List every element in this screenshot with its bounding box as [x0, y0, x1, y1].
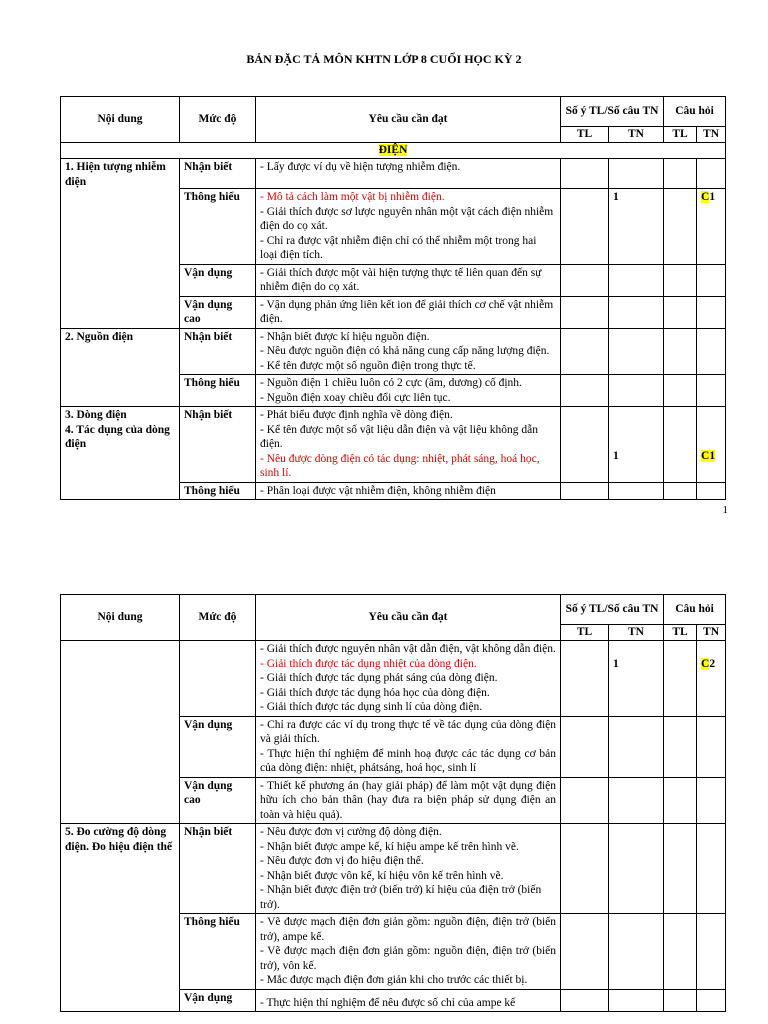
requirement-item: - Mắc được mạch điện đơn giản khi cho trước các thiết bị. — [260, 974, 528, 986]
header-cau-hoi: Câu hỏi — [664, 595, 726, 625]
requirement-item: - Giải thích được một vài hiện tượng thực tế liên quan đến sự nhiễm điện do cọ xát. — [260, 266, 542, 293]
header-tn: TN — [609, 625, 664, 641]
requirement-cell — [256, 189, 561, 265]
requirement-item: - Lấy được ví dụ về hiện tượng nhiễm điện. — [260, 161, 461, 173]
header-noi-dung: Nội dung — [61, 97, 180, 143]
level-nhan-biet: Nhận biết — [180, 159, 256, 189]
requirement-item: - Kể tên được một số vật liệu dẫn điện và vật liệu không dẫn điện. — [260, 423, 539, 450]
requirement-item: - Chỉ ra được vật nhiễm điện chỉ có thể nhiễm một trong hai loại điện tích. — [260, 234, 537, 261]
header-tl-2: TL — [664, 127, 697, 143]
requirement-item: - Nhận biết được vôn kế, kí hiệu vôn kế trên hình vẽ. — [260, 869, 504, 882]
requirement-item: - Thực hiện thí nghiệm để minh hoạ được các tác dụng cơ bản của dòng điện: nhiệt, phátsáng, hoá học, sinh lí — [260, 747, 556, 774]
header-yeu-cau: Yêu cầu cần đạt — [256, 595, 561, 641]
requirement-cell — [256, 296, 561, 328]
question-ref — [697, 641, 726, 717]
header-tn-2: TN — [697, 625, 726, 641]
requirement-item: - Thiết kế phương án (hay giải pháp) để làm một vật dụng điện hữu ích cho bản thân (hay đưa ra biện pháp sử dụng điện an toàn và hiệu quả). — [260, 779, 556, 821]
header-muc-do: Mức độ — [180, 595, 256, 641]
requirement-item: - Nguồn điện 1 chiều luôn có 2 cực (âm, dương) cố định. — [260, 377, 522, 389]
level-van-dung-cao: Vận dụng cao — [180, 296, 256, 328]
section-dien-label: ĐIỆN — [378, 144, 408, 156]
topic-do-cuong-do: 5. Đo cường độ dòng điện. Đo hiệu điện thế — [61, 824, 180, 1012]
level-nhan-biet: Nhận biết — [180, 328, 256, 375]
requirement-item: - Vận dụng phản ứng liên kết ion để giải thích cơ chế vật nhiễm điện. — [260, 298, 554, 325]
page-number: 1 — [722, 504, 728, 516]
header-tl-2: TL — [664, 625, 697, 641]
requirement-item: - Vẽ được mạch điện đơn giản gồm: nguồn điện, điện trở (biến trở), vôn kế. — [260, 945, 556, 972]
level-nhan-biet: Nhận biết — [180, 824, 256, 914]
requirement-item: - Nêu được đơn vị cường độ dòng điện. — [260, 826, 442, 838]
topic-nguon-dien: 2. Nguồn điện — [61, 328, 180, 407]
requirement-cell — [256, 641, 561, 717]
topic-dong-dien — [61, 407, 180, 500]
header-noi-dung: Nội dung — [61, 595, 180, 641]
requirement-item: - Nhận biết được ampe kế, kí hiệu ampe kế trên hình vẽ. — [260, 840, 519, 853]
level-thong-hieu: Thông hiểu — [180, 375, 256, 407]
requirement-item: - Chỉ ra được các ví dụ trong thực tế về tác dụng của dòng điện và giải thích. — [260, 718, 556, 745]
requirement-cell — [256, 407, 561, 483]
requirement-item: - Phân loại được vật nhiễm điện, không nhiễm điện — [260, 484, 496, 497]
topic-line: 3. Dòng điện — [65, 409, 127, 421]
level-van-dung: Vận dụng — [180, 716, 256, 777]
requirement-item: - Phát biểu được định nghĩa về dòng điện. — [260, 409, 453, 421]
level-van-dung: Vận dụng — [180, 264, 256, 296]
tn-count: 1 — [609, 189, 664, 265]
question-ref — [697, 189, 726, 265]
level-van-dung: Vận dụng — [180, 989, 256, 1012]
spec-table-page-1 — [60, 96, 726, 500]
topic-continued — [61, 641, 180, 824]
header-tl: TL — [561, 127, 609, 143]
requirement-item: - Giải thích được tác dụng hóa học của dòng điện. — [260, 686, 490, 699]
header-tn-2: TN — [697, 127, 726, 143]
header-muc-do: Mức độ — [180, 97, 256, 143]
requirement-item-highlighted: - Mô tả cách làm một vật bị nhiễm điện. — [260, 191, 445, 203]
requirement-item: - Nguồn điện xoay chiều đổi cực liên tục. — [260, 391, 451, 404]
header-yeu-cau: Yêu cầu cần đạt — [256, 97, 561, 143]
header-so-y: Số ý TL/Số câu TN — [561, 97, 664, 127]
requirement-item: - Kể tên được một số nguồn điện trong thực tế. — [260, 359, 476, 372]
header-so-y: Số ý TL/Số câu TN — [561, 595, 664, 625]
header-cau-hoi: Câu hỏi — [664, 97, 726, 127]
requirement-cell — [256, 824, 561, 914]
requirement-item: - Giải thích được sơ lược nguyên nhân một vật cách điện nhiễm điện do cọ xát. — [260, 205, 554, 232]
requirement-item: - Vẽ được mạch điện đơn giản gồm: nguồn điện, điện trở (biến trở), ampe kế. — [260, 916, 556, 943]
question-letter: C — [701, 658, 710, 670]
requirement-item: - Giải thích được nguyên nhân vật dẫn điện, vật không dẫn điện. — [260, 643, 556, 655]
level-continued — [180, 641, 256, 717]
requirement-item: - Nêu được nguồn điện có khả năng cung cấp năng lượng điện. — [260, 345, 550, 357]
tn-count: 1 — [609, 641, 664, 717]
level-nhan-biet: Nhận biết — [180, 407, 256, 483]
topic-nhiem-dien: 1. Hiện tượng nhiễm điện — [61, 159, 180, 329]
spec-table-page-2 — [60, 594, 726, 1012]
requirement-cell — [256, 716, 561, 777]
requirement-cell — [256, 159, 561, 189]
level-thong-hieu: Thông hiểu — [180, 482, 256, 500]
requirement-item: - Nhận biết được kí hiệu nguồn điện. — [260, 330, 430, 343]
section-dien — [61, 143, 726, 159]
requirement-cell — [256, 989, 561, 1012]
requirement-cell — [256, 328, 561, 375]
header-tn: TN — [609, 127, 664, 143]
level-thong-hieu: Thông hiểu — [180, 914, 256, 990]
header-tl: TL — [561, 625, 609, 641]
requirement-cell — [256, 264, 561, 296]
question-letter: C — [701, 191, 710, 203]
requirement-item-highlighted: - Nêu được dòng điện có tác dụng: nhiệt, phát sáng, hoá học, sinh lí. — [260, 452, 540, 479]
requirement-cell — [256, 375, 561, 407]
question-number: 1 — [709, 191, 716, 203]
requirement-item: - Thực hiện thí nghiệm để nêu được số chỉ của ampe kế — [260, 996, 516, 1009]
question-ref — [697, 407, 726, 483]
document-title: BẢN ĐẶC TẢ MÔN KHTN LỚP 8 CUỐI HỌC KỲ 2 — [246, 52, 522, 66]
requirement-cell — [256, 777, 561, 824]
requirement-item-highlighted: - Giải thích được tác dụng nhiệt của dòng điện. — [260, 657, 477, 670]
requirement-cell — [256, 914, 561, 990]
requirement-item: - Nhận biết được điện trở (biến trở) kí hiệu của điện trở (biến trở). — [260, 884, 542, 911]
requirement-item: - Giải thích được tác dụng sinh lí của dòng điện. — [260, 701, 483, 713]
requirement-item: - Giải thích được tác dụng phát sáng của dòng điện. — [260, 672, 498, 684]
level-thong-hieu: Thông hiểu — [180, 189, 256, 265]
level-van-dung-cao: Vận dụng cao — [180, 777, 256, 824]
question-label: C1 — [701, 450, 716, 462]
requirement-cell — [256, 482, 561, 500]
question-number: 2 — [709, 658, 716, 670]
tn-count: 1 — [609, 407, 664, 483]
requirement-item: - Nêu được đơn vị đo hiệu điện thế. — [260, 855, 424, 867]
topic-line: 4. Tác dụng của dòng điện — [65, 423, 170, 450]
